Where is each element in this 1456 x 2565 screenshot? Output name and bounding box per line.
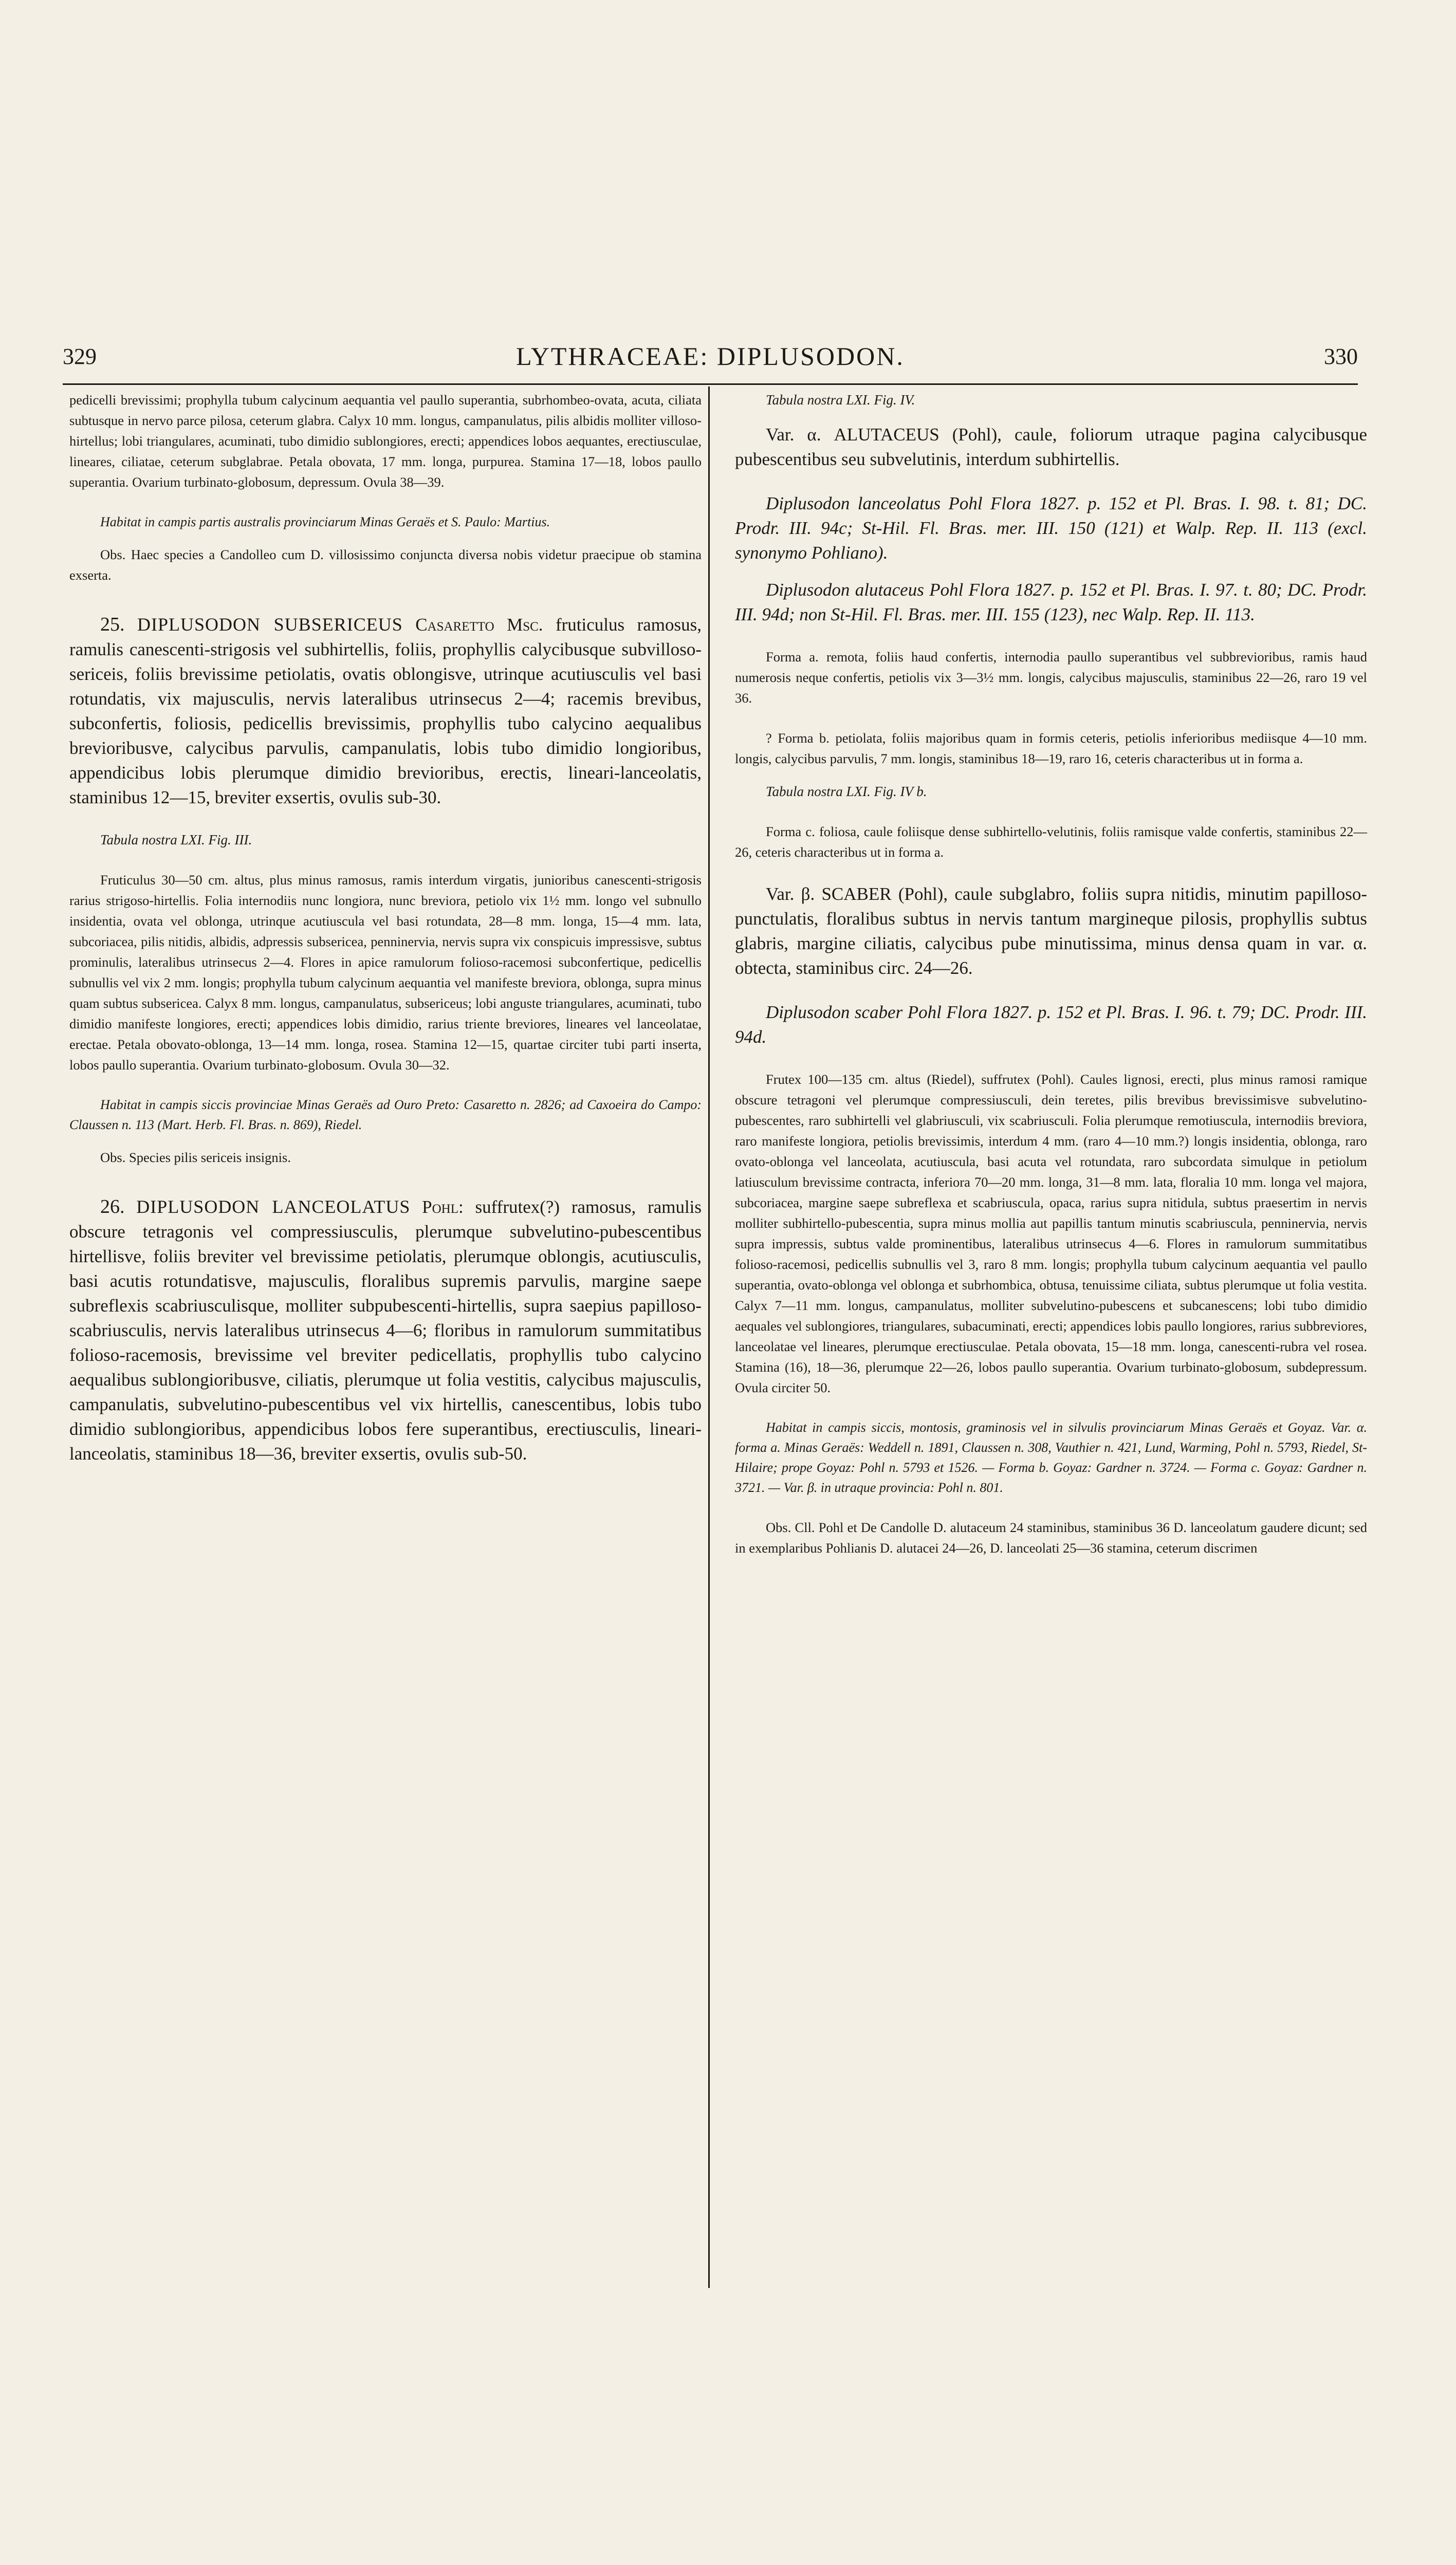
variety-alpha-synonym-1: Diplusodon lanceolatus Pohl Flora 1827. p. 152 et Pl. Bras. I. 98. t. 81; DC. Prodr. III. 94c; St-Hil. Fl. Bras. mer. III. 150 (121) et Walp. Rep. II. 113 (excl. synonymo Pohliano). bbox=[735, 493, 1367, 563]
species-25-description: Fruticulus 30—50 cm. altus, plus minus ramosus, ramis interdum virgatis, junioribus canescenti-strigosis rarius strigoso-hirtellis. Folia internodiis nunc longiora, nunc breviora, petiolo vix 1½ mm. longo vel subnullo insidentia, ovata vel oblonga, utrinque acutiuscula vel basi rotundata, 28—8 mm. longa, 15—4 mm. lata, subcoriacea, pilis nitidis, albidis, adpressis subsericea, penninervia, nervis supra vix conspicuis impressisve, subtus prominulis, lateralibus utrinsecus 2—4. Flores in apice ramulorum folioso-racemosi subconfertique, pedicellis subnullis vel vix 2 mm. longis; prophylla tubum calycinum aequantia vel manifeste breviora, oblonga, supra minus quam subtus subsericea. Calyx 8 mm. longus, campanulatus, subsericeus; lobi anguste triangulares, acuminati, tubo dimidio manifeste longiores, erecti; appendices lobis dimidio, rarius triente breviores, lineares vel lanceolatae, erectae. Petala obovato-oblonga, 13—14 mm. longa, rosea. Stamina 12—15, quartae circiter tubi parti inserta, lobos paullo superantia. Ovarium turbinato-globosum. Ovula 30—32. bbox=[69, 872, 702, 1073]
forma-b: ? Forma b. petiolata, foliis majoribus quam in formis ceteris, petiolis inferioribus mediisque 4—10 mm. longis, calycibus parvulis, 7 mm. longis, staminibus 18—19, raro 16, ceteris characteribus ut in forma a. bbox=[735, 730, 1367, 766]
species-26-name: DIPLUSODON LANCEOLATUS bbox=[136, 1196, 411, 1217]
species-25-heading bbox=[69, 612, 702, 810]
habitat-note: Habitat in campis partis australis provinciarum Minas Geraës et S. Paulo: Martius. bbox=[100, 514, 550, 529]
variety-alpha-synonym-2: Diplusodon alutaceus Pohl Flora 1827. p. 152 et Pl. Bras. I. 97. t. 80; DC. Prodr. III. 94d; non St-Hil. Fl. Bras. mer. III. 155 (123), nec Walp. Rep. II. 113. bbox=[735, 580, 1367, 624]
variety-alpha: Var. α. ALUTACEUS (Pohl), caule, foliorum utraque pagina calycibusque pubescentibus seu subvelutinis, interdum subhirtellis. bbox=[735, 425, 1367, 469]
variety-beta-synonym: Diplusodon scaber Pohl Flora 1827. p. 152 et Pl. Bras. I. 96. t. 79; DC. Prodr. III. 94d. bbox=[735, 1002, 1367, 1047]
species-25-author: Casaretto Msc. bbox=[415, 615, 543, 635]
species-25-plate-ref: Tabula nostra LXI. Fig. III. bbox=[100, 832, 252, 847]
species-26-heading bbox=[69, 1194, 702, 1466]
running-header bbox=[63, 343, 1358, 384]
forma-a: Forma a. remota, foliis haud confertis, internodia paullo superantibus vel subbrevioribus, ramis haud numerosis neque confertis, petiolis vix 3—3½ mm. longis, calycibus majusculis, staminibus 22—26, raro 19 vel 36. bbox=[735, 649, 1367, 706]
continued-description: pedicelli brevissimi; prophylla tubum calycinum aequantia vel paullo superantia, subrhombeo-ovata, acuta, ciliata subtusque in nervo parce pilosa, ceterum glabra. Calyx 10 mm. longus, campanulatus, pilis albidis molliter villoso-hirtellus; lobi triangulares, acuminati, tubo dimidio sublongiores, erecti; appendices lobos aequantes, erectiusculae, lineares, ciliatae, ceterum subglabrae. Petala obovata, 17 mm. longa, purpurea. Stamina 17—18, lobos paullo superantia. Ovarium turbinato-globosum, depressum. Ovula 38—39. bbox=[69, 392, 702, 490]
forma-c: Forma c. foliosa, caule foliisque dense subhirtello-velutinis, foliis ramisque valde confertis, staminibus 22—26, ceteris characteribus ut in forma a. bbox=[735, 824, 1367, 860]
species-25-number: 25. bbox=[100, 614, 125, 635]
species-26-observation: Obs. Cll. Pohl et De Candolle D. alutaceum 24 staminibus, staminibus 36 D. lanceolatum gaudere dicunt; sed in exemplaribus Pohlianis D. alutacei 24—26, D. lanceolati 25—36 stamina, ceterum discrimen bbox=[735, 1520, 1367, 1556]
species-25-habitat: Habitat in campis siccis provinciae Minas Geraës ad Ouro Preto: Casaretto n. 2826; ad Caxoeira do Campo: Claussen n. 113 (Mart. Herb. Fl. Bras. n. 869), Riedel. bbox=[69, 1097, 702, 1132]
header-rule bbox=[63, 383, 1358, 385]
variety-beta: Var. β. SCABER (Pohl), caule subglabro, foliis supra nitidis, minutim papilloso-punctulatis, floralibus subtus in nervis tantum margineque pilosis, prophyllis subtus glabris, margine ciliatis, calycibus pube minutissima, minus densa quam in var. α. obtecta, staminibus circ. 24—26. bbox=[735, 884, 1367, 978]
running-title: LYTHRACEAE: DIPLUSODON. bbox=[516, 342, 905, 371]
species-26-author: Pohl: bbox=[422, 1197, 464, 1217]
species-26-plate-ref: Tabula nostra LXI. Fig. IV. bbox=[766, 392, 915, 408]
species-26-diagnosis: suffrutex(?) ramosus, ramulis obscure tetragonis vel compressiusculis, plerumque subvelutino-pubescentibus hirtellisve, foliis breviter vel brevissime petiolatis, plerumque oblongis, acutiusculis, basi acutis rotundatisve, majusculis, floralibus supremis parvulis, margine saepe subreflexis scabriusculisque, molliter subpubescenti-hirtellis, supra saepius papilloso-scabriusculis, nervis lateralibus utrinsecus 4—6; floribus in ramulorum summitatibus folioso-racemosis, brevissime vel breviter pedicellatis, prophyllis tubo calycino aequalibus sublongioribusve, ciliatis, plerumque ut folia vestitis, calycibus majusculis, campanulatis, subvelutino-pubescentibus vel vix hirtellis, canescentibus, lobis tubo dimidio sublongioribus, appendicibus lobos fere superantibus, erectiusculis, lineari-lanceolatis, staminibus 18—36, breviter exsertis, ovulis sub-50. bbox=[69, 1197, 702, 1464]
species-26-habitat: Habitat in campis siccis, montosis, graminosis vel in silvulis provinciarum Minas Geraës et Goyaz. Var. α. forma a. Minas Geraës: Weddell n. 1891, Claussen n. 308, Vauthier n. 421, Lund, Warming, Pohl n. 5793, Riedel, St-Hilaire; prope Goyaz: Pohl n. 5793 et 1526. — Forma b. Goyaz: Gardner n. 3724. — Forma c. Goyaz: Gardner n. 3721. — Var. β. in utraque provincia: Pohl n. 801. bbox=[735, 1420, 1367, 1495]
species-26-number: 26. bbox=[100, 1196, 125, 1217]
species-25-observation: Obs. Species pilis sericeis insignis. bbox=[100, 1150, 291, 1165]
forma-b-plate-ref: Tabula nostra LXI. Fig. IV b. bbox=[766, 784, 927, 799]
left-column bbox=[69, 390, 702, 1466]
right-column bbox=[735, 390, 1367, 1558]
column-divider bbox=[708, 386, 710, 2288]
page-number-left: 329 bbox=[63, 344, 97, 369]
species-25-name: DIPLUSODON SUBSERICEUS bbox=[137, 614, 403, 635]
page-number-right: 330 bbox=[1324, 344, 1358, 369]
species-26-description: Frutex 100—135 cm. altus (Riedel), suffrutex (Pohl). Caules lignosi, erecti, plus minus ramosi ramique obscure tetragoni vel plerumque compressiusculi, dein teretes, pilis brevibus brevissimisve subvelutino-pubescentes, raro subhirtelli vel glabriusculi, vix scabriusculi. Folia plerumque remotiuscula, internodiis breviora, raro manifeste longiora, petiolis brevissimis, interdum 4 mm. (raro 4—10 mm.?) longis insidentia, oblonga, raro ovato-oblonga vel lanceolata, acutiuscula, basi acuta vel rotundata, raro subcordata simulque in petiolum latiusculum brevissime contracta, inferiora 70—20 mm. longa, 31—8 mm. lata, floralia 10 mm. longa vel majora, subcoriacea, margine saepe subreflexa et scabriuscula, opaca, rarius supra nitidula, subtus praesertim in nervis molliter subhirtello-pubescentia, supra minus mollia aut papillis tantum minutis scabriuscula, penninervia, nervis supra impressis, subtus valde prominentibus, lateralibus utrinsecus 4—6. Flores in ramulorum summitatibus folioso-racemosi, pedicellis subnullis vel 3, raro 8 mm. longis; prophylla tubum calycinum aequantia vel paullo superantia, ovato-oblonga vel oblonga et subrhombica, obtusa, tenuissime ciliata, subtus plerumque ut folia vestita. Calyx 7—11 mm. longus, campanulatus, molliter subvelutino-pubescens et subcanescens; lobi tubo dimidio aequales vel sublongiores, triangulares, subacuminati, erecti; appendices lobis paullo longiores, rarius subbreviores, lanceolatae vel lineares, plerumque erectiusculae. Petala obovata, 15—18 mm. longa, canescenti-rubra vel rosea. Stamina (16), 18—36, plerumque 22—26, lobos paullo superantia. Ovarium turbinato-globosum, subdepressum. Ovula circiter 50. bbox=[735, 1072, 1367, 1395]
observation-note: Obs. Haec species a Candolleo cum D. villosissimo conjuncta diversa nobis videtur praecipue ob stamina exserta. bbox=[69, 547, 702, 583]
species-25-diagnosis: fruticulus ramosus, ramulis canescenti-strigosis vel subhirtellis, foliis, prophyllis calycibusque subvilloso-sericeis, foliis brevissime petiolatis, ovatis oblongisve, utrinque acutiusculis vel basi rotundatis, vix majusculis, nervis lateralibus utrinsecus 2—4; racemis brevibus, subconfertis, foliosis, pedicellis brevissimis, prophyllis tubo calycino aequalibus brevioribusve, calycibus parvulis, campanulatis, lobis tubo dimidio longioribus, appendicibus lobis plerumque dimidio brevioribus, erectis, lineari-lanceolatis, staminibus 12—15, breviter exsertis, ovulis sub-30. bbox=[69, 615, 702, 807]
